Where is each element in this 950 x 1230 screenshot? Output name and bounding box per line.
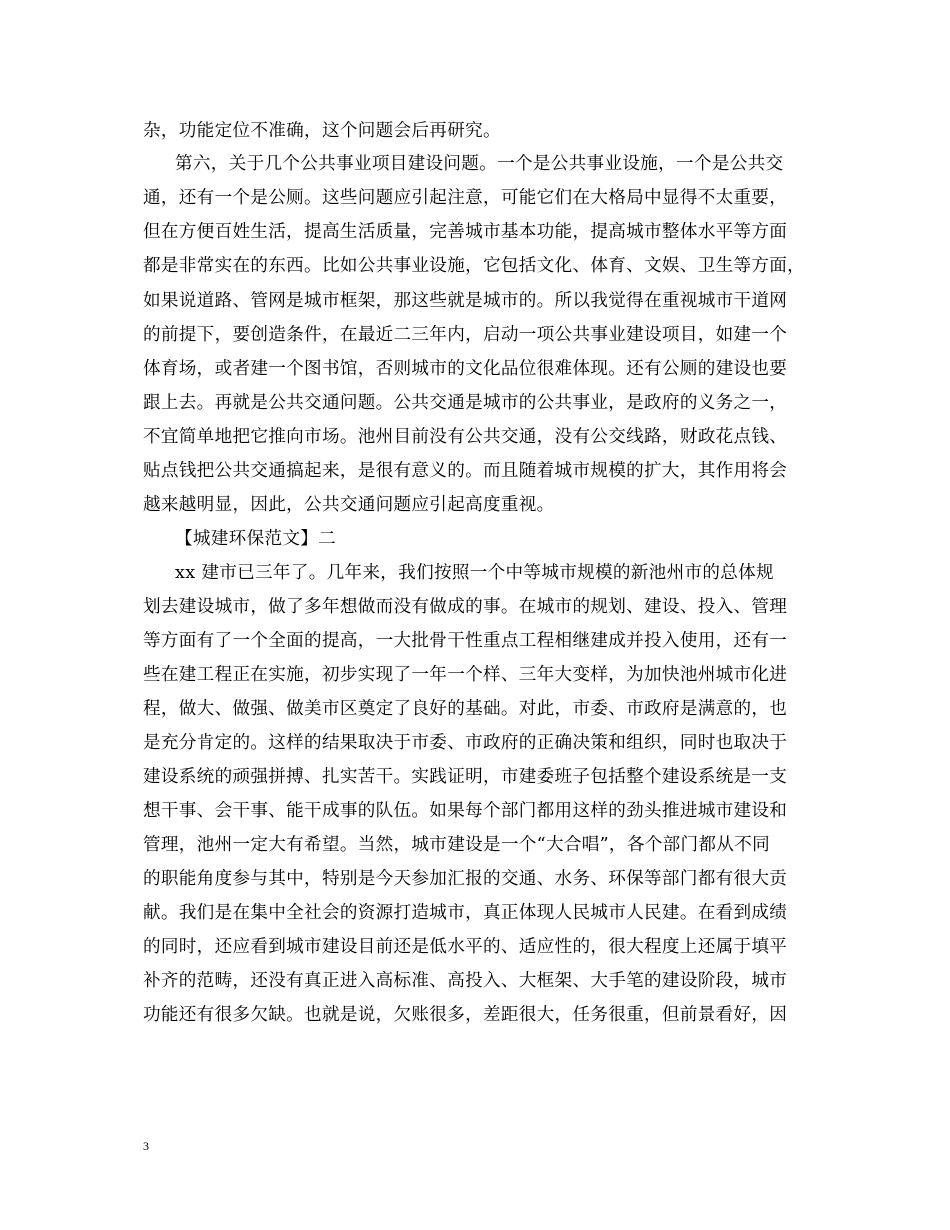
text-line: 体育场，或者建一个图书馆，否则城市的文化品位很难体现。还有公厕的建设也要: [143, 359, 788, 379]
text-line: 不宜简单地把它推向市场。池州目前没有公共交通，没有公交线路，财政花点钱、: [143, 427, 788, 447]
text-line: 献。我们是在集中全社会的资源打造城市，真正体现人民城市人民建。在看到成绩: [143, 903, 788, 923]
text-line: 的前提下，要创造条件，在最近二三年内，启动一项公共事业建设项目，如建一个: [143, 325, 788, 345]
text-line: xx 建市已三年了。几年来，我们按照一个中等城市规模的新池州市的总体规: [175, 563, 774, 583]
section-heading: 【城建环保范文】二: [175, 529, 337, 549]
text-line: 功能还有很多欠缺。也就是说，欠账很多，差距很大，任务很重，但前景看好，因: [143, 1005, 788, 1025]
text-line: 如果说道路、管网是城市框架，那这些就是城市的。所以我觉得在重视城市干道网: [143, 291, 788, 311]
text-line: 是充分肯定的。这样的结果取决于市委、市政府的正确决策和组织，同时也取决于: [143, 733, 788, 753]
text-line: 建设系统的顽强拼搏、扎实苦干。实践证明，市建委班子包括整个建设系统是一支: [143, 767, 788, 787]
text-line: 的同时，还应看到城市建设目前还是低水平的、适应性的，很大程度上还属于填平: [143, 937, 788, 957]
text-line: 跟上去。再就是公共交通问题。公共交通是城市的公共事业，是政府的义务之一，: [143, 393, 788, 413]
text-line: 的职能角度参与其中，特别是今天参加汇报的交通、水务、环保等部门都有很大贡: [143, 869, 788, 889]
text-line: 都是非常实在的东西。比如公共事业设施，它包括文化、体育、文娱、卫生等方面，: [143, 256, 806, 276]
text-line: 通，还有一个是公厕。这些问题应引起注意，可能它们在大格局中显得不太重要，: [143, 188, 788, 208]
text-line: 等方面有了一个全面的提高，一大批骨干性重点工程相继建成并投入使用，还有一: [143, 631, 788, 651]
text-line: 贴点钱把公共交通搞起来，是很有意义的。而且随着城市规模的扩大，其作用将会: [143, 461, 788, 481]
text-line: 些在建工程正在实施，初步实现了一年一个样、三年大变样，为加快池州城市化进: [143, 665, 788, 685]
text-line: 想干事、会干事、能干成事的队伍。如果每个部门都用这样的劲头推进城市建设和: [143, 801, 788, 821]
text-line: 杂，功能定位不准确，这个问题会后再研究。: [143, 121, 501, 141]
text-line: 但在方便百姓生活，提高生活质量，完善城市基本功能，提高城市整体水平等方面: [143, 222, 788, 242]
text-line: 补齐的范畴，还没有真正进入高标准、高投入、大框架、大手笔的建设阶段，城市: [143, 971, 788, 991]
text-line: 程，做大、做强、做美市区奠定了良好的基础。对此，市委、市政府是满意的，也: [143, 699, 788, 719]
page-number: 3: [143, 1139, 149, 1153]
text-line: 管理，池州一定大有希望。当然，城市建设是一个“大合唱”，各个部门都从不同: [143, 835, 770, 855]
text-line: 划去建设城市，做了多年想做而没有做成的事。在城市的规划、建设、投入、管理: [143, 597, 788, 617]
text-line: 越来越明显，因此，公共交通问题应引起高度重视。: [143, 495, 555, 515]
text-line: 第六，关于几个公共事业项目建设问题。一个是公共事业设施，一个是公共交: [175, 154, 784, 174]
